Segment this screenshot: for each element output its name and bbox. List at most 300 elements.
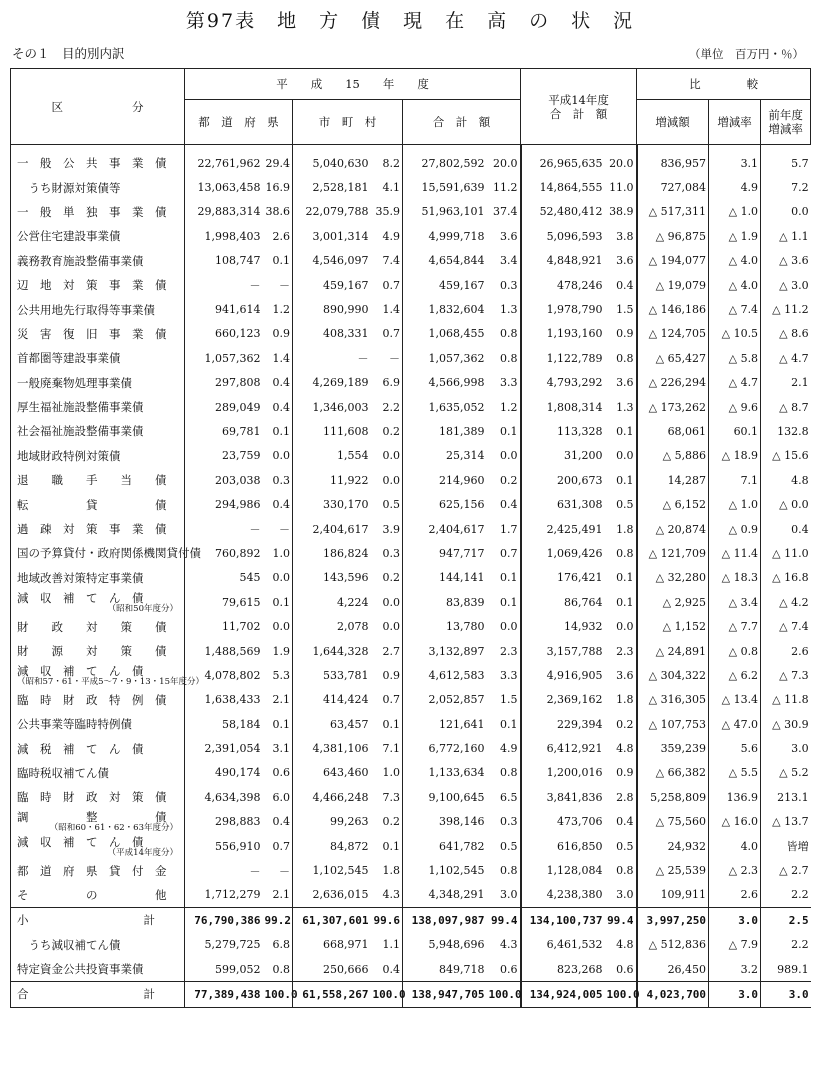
cell-diff: 14,287 bbox=[637, 468, 709, 492]
cell-pref-r: 100.0 bbox=[263, 982, 293, 1007]
cell-total-r: 1.3 bbox=[487, 297, 521, 321]
cell-muni: 4,546,097 bbox=[312, 254, 369, 268]
cell-pref: 58,184 bbox=[222, 717, 261, 731]
cell-prate: 2.2 bbox=[791, 938, 809, 952]
row-label-note: （平成14年度分） bbox=[107, 847, 178, 858]
cell-diff: 359,239 bbox=[637, 736, 709, 760]
cell-prev: 200,673 bbox=[557, 473, 603, 487]
row-label: 特定資金公共投資事業債 bbox=[11, 957, 185, 982]
cell-prate: 989.1 bbox=[777, 962, 809, 976]
cell-total: 5,948,696 bbox=[428, 938, 485, 952]
cell-prev: 2,425,491 bbox=[546, 522, 603, 536]
cell-total-r: 0.0 bbox=[487, 444, 521, 468]
cell-diff: △ 5,886 bbox=[637, 444, 709, 468]
cell-rate: 7.1 bbox=[709, 468, 761, 492]
row-label: 財 源 対 策 債 bbox=[11, 639, 185, 663]
cell-diff: △ 512,836 bbox=[637, 933, 709, 957]
table-row bbox=[11, 663, 811, 687]
cell-rate: 4.9 bbox=[709, 175, 761, 199]
cell-diff: 26,450 bbox=[637, 957, 709, 982]
cell-muni-r: 4.1 bbox=[371, 175, 403, 199]
cell-prev: 229,394 bbox=[557, 717, 603, 731]
cell-pref-r: 0.0 bbox=[263, 566, 293, 590]
cell-prev-r: 0.0 bbox=[605, 444, 637, 468]
cell-prate: △ 16.8 bbox=[772, 571, 809, 585]
cell-prate: △ 0.0 bbox=[779, 498, 809, 512]
table-row bbox=[11, 639, 811, 663]
cell-muni: 61,307,601 bbox=[293, 908, 371, 933]
cell-total-r: 6.5 bbox=[487, 785, 521, 809]
table-row bbox=[11, 566, 811, 590]
cell-prev-r: 2.3 bbox=[605, 639, 637, 663]
cell-total-r: 0.3 bbox=[487, 810, 521, 834]
cell-pref-r: 0.7 bbox=[263, 834, 293, 858]
cell-pref: 556,910 bbox=[215, 839, 261, 853]
cell-prev-r: 0.8 bbox=[605, 346, 637, 370]
cell-diff: △ 107,753 bbox=[637, 712, 709, 736]
cell-prev: 86,764 bbox=[564, 595, 603, 609]
cell-muni-r: 0.0 bbox=[371, 590, 403, 614]
table-row bbox=[11, 273, 811, 297]
cell-pref-r: 0.4 bbox=[263, 395, 293, 419]
cell-prev-r: 0.1 bbox=[605, 468, 637, 492]
cell-prate: 213.1 bbox=[777, 790, 809, 804]
cell-prate: △ 5.2 bbox=[779, 766, 809, 780]
cell-prev: 14,932 bbox=[564, 620, 603, 634]
row-label: 国の予算貸付・政府関係機関貸付債 bbox=[11, 541, 185, 565]
cell-diff: 68,061 bbox=[637, 419, 709, 443]
cell-pref: 1,638,433 bbox=[204, 693, 261, 707]
row-label-main: 減 収 補 て ん 債 bbox=[17, 590, 144, 605]
cell-total: 6,772,160 bbox=[428, 742, 485, 756]
cell-rate: △ 11.4 bbox=[709, 541, 761, 565]
cell-prate: △ 3.0 bbox=[779, 278, 809, 292]
cell-pref-r: 0.9 bbox=[263, 322, 293, 346]
header-h14-line2: 合 計 額 bbox=[549, 106, 608, 121]
cell-muni: 668,971 bbox=[323, 938, 369, 952]
cell-rate: △ 18.3 bbox=[709, 566, 761, 590]
cell-muni-r: 3.9 bbox=[371, 517, 403, 541]
table-row bbox=[11, 590, 811, 614]
cell-muni-r: － bbox=[371, 346, 403, 370]
cell-muni: 61,558,267 bbox=[293, 982, 371, 1007]
row-label: 減 税 補 て ん 債 bbox=[11, 736, 185, 760]
cell-muni: 533,781 bbox=[323, 668, 369, 682]
cell-total: 849,718 bbox=[439, 962, 485, 976]
cell-prev-r: 0.1 bbox=[605, 566, 637, 590]
table-row bbox=[11, 883, 811, 908]
table-row bbox=[11, 858, 811, 882]
row-label: 小 計 bbox=[11, 908, 185, 933]
cell-rate: 5.6 bbox=[709, 736, 761, 760]
cell-pref: 77,389,438 bbox=[185, 982, 263, 1007]
cell-rate: △ 0.8 bbox=[709, 639, 761, 663]
header-goukei: 合 計 額 bbox=[403, 100, 521, 145]
cell-total-r: 0.8 bbox=[487, 858, 521, 882]
cell-total: 947,717 bbox=[439, 546, 485, 560]
cell-prev: 823,268 bbox=[557, 962, 603, 976]
cell-diff: △ 24,891 bbox=[637, 639, 709, 663]
cell-prev-r: 20.0 bbox=[605, 145, 637, 176]
cell-muni: 2,078 bbox=[337, 620, 369, 634]
table-body bbox=[11, 145, 811, 1008]
cell-pref-r: 1.9 bbox=[263, 639, 293, 663]
cell-prev-r: 1.5 bbox=[605, 297, 637, 321]
cell-diff: △ 121,709 bbox=[637, 541, 709, 565]
table-row bbox=[11, 224, 811, 248]
cell-muni: 22,079,788 bbox=[305, 205, 369, 219]
cell-pref: 76,790,386 bbox=[185, 908, 263, 933]
cell-total: 27,802,592 bbox=[421, 156, 485, 170]
cell-prate: △ 11.0 bbox=[772, 546, 809, 560]
cell-pref: 1,712,279 bbox=[204, 888, 261, 902]
cell-pref-r: 0.1 bbox=[263, 712, 293, 736]
cell-pref: － bbox=[249, 279, 261, 293]
table-row bbox=[11, 517, 811, 541]
cell-muni-r: 7.3 bbox=[371, 785, 403, 809]
cell-pref-r: 29.4 bbox=[263, 145, 293, 176]
cell-total-r: 0.6 bbox=[487, 957, 521, 982]
cell-muni: 4,381,106 bbox=[312, 742, 369, 756]
table-row bbox=[11, 395, 811, 419]
cell-rate: △ 4.0 bbox=[709, 249, 761, 273]
cell-diff: △ 20,874 bbox=[637, 517, 709, 541]
cell-rate: △ 1.0 bbox=[709, 492, 761, 516]
cell-muni-r: 0.0 bbox=[371, 468, 403, 492]
cell-pref: 599,052 bbox=[215, 962, 261, 976]
row-label: 辺 地 対 策 事 業 債 bbox=[11, 273, 185, 297]
header-shichoson: 市 町 村 bbox=[293, 100, 403, 145]
cell-prev-r: 0.8 bbox=[605, 541, 637, 565]
table-row bbox=[11, 933, 811, 957]
cell-rate: 3.2 bbox=[709, 957, 761, 982]
cell-muni-r: 7.4 bbox=[371, 249, 403, 273]
cell-total: 4,348,291 bbox=[428, 888, 485, 902]
header-zougengaku: 増減額 bbox=[637, 100, 709, 145]
cell-pref: 69,781 bbox=[222, 424, 261, 438]
cell-pref-r: 2.1 bbox=[263, 883, 293, 908]
cell-prev: 1,069,426 bbox=[546, 546, 603, 560]
row-label: うち減収補てん債 bbox=[11, 933, 185, 957]
cell-muni-r: 0.7 bbox=[371, 688, 403, 712]
cell-rate: △ 5.5 bbox=[709, 761, 761, 785]
cell-muni-r: 7.1 bbox=[371, 736, 403, 760]
cell-prev: 1,978,790 bbox=[546, 303, 603, 317]
cell-pref: 23,759 bbox=[222, 449, 261, 463]
cell-muni: 643,460 bbox=[323, 766, 369, 780]
cell-total-r: 3.4 bbox=[487, 249, 521, 273]
cell-total-r: 20.0 bbox=[487, 145, 521, 176]
table-row bbox=[11, 761, 811, 785]
cell-prev-r: 11.0 bbox=[605, 175, 637, 199]
cell-total-r: 0.3 bbox=[487, 273, 521, 297]
cell-prate: △ 4.2 bbox=[779, 595, 809, 609]
cell-muni-r: 4.3 bbox=[371, 883, 403, 908]
table-subtitle: その１ 目的別内訳 bbox=[12, 46, 125, 61]
cell-total: 15,591,639 bbox=[421, 181, 485, 195]
cell-total-r: 1.5 bbox=[487, 688, 521, 712]
cell-total-r: 3.3 bbox=[487, 371, 521, 395]
cell-prev: 1,128,084 bbox=[546, 864, 603, 878]
cell-muni-r: 0.4 bbox=[371, 957, 403, 982]
header-h14 bbox=[521, 69, 637, 145]
cell-prev-r: 1.8 bbox=[605, 517, 637, 541]
cell-pref: 298,883 bbox=[215, 815, 261, 829]
cell-prev: 134,924,005 bbox=[521, 982, 605, 1007]
cell-total-r: 1.7 bbox=[487, 517, 521, 541]
cell-rate: △ 9.6 bbox=[709, 395, 761, 419]
cell-total: 1,057,362 bbox=[428, 351, 485, 365]
cell-muni: 63,457 bbox=[330, 717, 369, 731]
cell-prev: 6,412,921 bbox=[546, 742, 603, 756]
cell-muni: 250,666 bbox=[323, 962, 369, 976]
cell-prate: △ 4.7 bbox=[779, 351, 809, 365]
table-row bbox=[11, 810, 811, 834]
cell-muni-r: 100.0 bbox=[371, 982, 403, 1007]
cell-pref: 297,808 bbox=[215, 376, 261, 390]
header-h14-line1: 平成14年度 bbox=[548, 92, 609, 107]
table-row bbox=[11, 175, 811, 199]
cell-muni-r: 1.8 bbox=[371, 858, 403, 882]
cell-total-r: 3.3 bbox=[487, 663, 521, 687]
cell-prate: △ 11.8 bbox=[772, 693, 809, 707]
cell-total-r: 0.8 bbox=[487, 761, 521, 785]
cell-pref: 2,391,054 bbox=[204, 742, 261, 756]
cell-muni: 459,167 bbox=[323, 278, 369, 292]
cell-rate: △ 4.7 bbox=[709, 371, 761, 395]
cell-prev: 1,122,789 bbox=[546, 351, 603, 365]
row-label: 都 道 府 県 貸 付 金 bbox=[11, 858, 185, 882]
row-label: 財 政 対 策 債 bbox=[11, 614, 185, 638]
table-row bbox=[11, 297, 811, 321]
cell-prate: △ 3.6 bbox=[779, 254, 809, 268]
cell-pref-r: 16.9 bbox=[263, 175, 293, 199]
cell-prate: △ 8.7 bbox=[779, 400, 809, 414]
cell-prev: 1,193,160 bbox=[546, 327, 603, 341]
cell-prate: 2.1 bbox=[791, 376, 809, 390]
cell-muni: 408,331 bbox=[323, 327, 369, 341]
cell-total: 1,133,634 bbox=[428, 766, 485, 780]
cell-pref: 4,634,398 bbox=[204, 790, 261, 804]
cell-total: 1,102,545 bbox=[428, 864, 485, 878]
cell-rate: 60.1 bbox=[709, 419, 761, 443]
cell-total-r: 0.0 bbox=[487, 614, 521, 638]
cell-prate: △ 7.3 bbox=[779, 668, 809, 682]
cell-pref: － bbox=[249, 864, 261, 878]
cell-prate: 2.5 bbox=[761, 908, 811, 933]
header-hikaku: 比 較 bbox=[637, 69, 811, 100]
cell-pref: － bbox=[249, 523, 261, 537]
row-label: 災 害 復 旧 事 業 債 bbox=[11, 322, 185, 346]
cell-pref-r: 99.2 bbox=[263, 908, 293, 933]
row-label-main: 減 収 補 て ん 債 bbox=[17, 663, 144, 678]
cell-rate: △ 47.0 bbox=[709, 712, 761, 736]
cell-rate: 3.1 bbox=[709, 145, 761, 176]
cell-pref-r: 6.0 bbox=[263, 785, 293, 809]
cell-muni-r: 8.2 bbox=[371, 145, 403, 176]
cell-total-r: 0.8 bbox=[487, 322, 521, 346]
cell-muni: 2,404,617 bbox=[312, 522, 369, 536]
row-label bbox=[11, 590, 185, 614]
cell-rate: △ 7.9 bbox=[709, 933, 761, 957]
debt-table bbox=[10, 68, 811, 1008]
cell-pref: 490,174 bbox=[215, 766, 261, 780]
cell-total-r: 3.6 bbox=[487, 224, 521, 248]
row-label: 一般廃棄物処理事業債 bbox=[11, 371, 185, 395]
cell-pref-r: 2.1 bbox=[263, 688, 293, 712]
cell-total: 4,566,998 bbox=[428, 376, 485, 390]
cell-diff: △ 25,539 bbox=[637, 858, 709, 882]
cell-total: 1,068,455 bbox=[428, 327, 485, 341]
cell-prev-r: 0.1 bbox=[605, 419, 637, 443]
cell-diff: 3,997,250 bbox=[637, 908, 709, 933]
cell-muni: 143,596 bbox=[323, 571, 369, 585]
cell-muni-r: 99.6 bbox=[371, 908, 403, 933]
row-label: 合 計 bbox=[11, 982, 185, 1007]
cell-total: 3,132,897 bbox=[428, 644, 485, 658]
row-label: 首都圏等建設事業債 bbox=[11, 346, 185, 370]
row-label-note: （昭和50年度分） bbox=[107, 603, 178, 614]
cell-pref-r: － bbox=[263, 858, 293, 882]
table-row bbox=[11, 688, 811, 712]
cell-rate: △ 7.7 bbox=[709, 614, 761, 638]
cell-rate: △ 10.5 bbox=[709, 322, 761, 346]
cell-prate: 5.7 bbox=[791, 156, 809, 170]
cell-prate: △ 11.2 bbox=[772, 303, 809, 317]
cell-muni-r: 0.7 bbox=[371, 273, 403, 297]
cell-diff: △ 32,280 bbox=[637, 566, 709, 590]
cell-total-r: 4.3 bbox=[487, 933, 521, 957]
table-row bbox=[11, 468, 811, 492]
cell-muni-r: 0.0 bbox=[371, 614, 403, 638]
header-zennendo bbox=[761, 100, 811, 145]
cell-prev: 2,369,162 bbox=[546, 693, 603, 707]
table-row bbox=[11, 371, 811, 395]
table-row bbox=[11, 834, 811, 858]
cell-rate: 3.0 bbox=[709, 908, 761, 933]
cell-prev-r: 0.9 bbox=[605, 761, 637, 785]
row-label: 公営住宅建設事業債 bbox=[11, 224, 185, 248]
cell-muni: 1,554 bbox=[337, 449, 369, 463]
cell-muni: － bbox=[357, 352, 369, 366]
cell-muni-r: 0.2 bbox=[371, 419, 403, 443]
cell-total-r: 0.7 bbox=[487, 541, 521, 565]
cell-prev-r: 2.8 bbox=[605, 785, 637, 809]
row-label-main: 調 整 債 bbox=[17, 810, 167, 825]
cell-rate: △ 1.0 bbox=[709, 200, 761, 224]
row-label bbox=[11, 834, 185, 858]
cell-muni-r: 0.2 bbox=[371, 566, 403, 590]
row-label bbox=[11, 663, 204, 687]
cell-pref-r: 0.1 bbox=[263, 249, 293, 273]
cell-prev-r: 0.4 bbox=[605, 810, 637, 834]
cell-diff: △ 173,262 bbox=[637, 395, 709, 419]
cell-prev-r: 0.5 bbox=[605, 492, 637, 516]
cell-diff: △ 19,079 bbox=[637, 273, 709, 297]
cell-prev: 31,200 bbox=[564, 449, 603, 463]
row-label: 社会福祉施設整備事業債 bbox=[11, 419, 185, 443]
cell-prev-r: 0.9 bbox=[605, 322, 637, 346]
cell-pref-r: 0.1 bbox=[263, 419, 293, 443]
cell-pref-r: 0.0 bbox=[263, 444, 293, 468]
table-title: 第97表 地 方 債 現 在 高 の 状 況 bbox=[185, 10, 635, 32]
cell-prev: 478,246 bbox=[557, 278, 603, 292]
cell-prev-r: 0.2 bbox=[605, 712, 637, 736]
cell-rate: △ 18.9 bbox=[709, 444, 761, 468]
cell-pref: 108,747 bbox=[215, 254, 261, 268]
row-label: 一 般 単 独 事 業 債 bbox=[11, 200, 185, 224]
cell-total: 13,780 bbox=[446, 620, 485, 634]
row-label: 退 職 手 当 債 bbox=[11, 468, 185, 492]
cell-diff: △ 75,560 bbox=[637, 810, 709, 834]
cell-prate: 0.4 bbox=[791, 522, 809, 536]
row-label: うち財源対策債等 bbox=[11, 175, 185, 199]
cell-total: 83,839 bbox=[446, 595, 485, 609]
cell-rate: 4.0 bbox=[709, 834, 761, 858]
cell-prate: 7.2 bbox=[791, 181, 809, 195]
cell-prev: 3,157,788 bbox=[546, 644, 603, 658]
cell-pref: 29,883,314 bbox=[197, 205, 261, 219]
cell-prev-r: 4.8 bbox=[605, 933, 637, 957]
cell-total: 181,389 bbox=[439, 424, 485, 438]
header-kubun: 区 分 bbox=[11, 69, 185, 145]
table-row bbox=[11, 957, 811, 982]
cell-prev: 14,864,555 bbox=[539, 181, 603, 195]
cell-prev-r: 0.0 bbox=[605, 614, 637, 638]
row-label bbox=[11, 810, 185, 834]
cell-pref-r: － bbox=[263, 517, 293, 541]
cell-total-r: 100.0 bbox=[487, 982, 521, 1007]
cell-muni-r: 0.0 bbox=[371, 444, 403, 468]
header-h15: 平 成 15 年 度 bbox=[185, 69, 521, 100]
cell-prev: 113,328 bbox=[557, 424, 603, 438]
cell-pref-r: 1.0 bbox=[263, 541, 293, 565]
cell-prev: 631,308 bbox=[557, 498, 603, 512]
cell-prev-r: 100.0 bbox=[605, 982, 637, 1007]
row-label-note: （昭和57・61・平成5～7・9・13・15年度分） bbox=[17, 676, 204, 687]
cell-prev-r: 3.6 bbox=[605, 663, 637, 687]
cell-diff: △ 96,875 bbox=[637, 224, 709, 248]
cell-pref-r: 5.3 bbox=[263, 663, 293, 687]
cell-total-r: 0.1 bbox=[487, 566, 521, 590]
cell-diff: 24,932 bbox=[637, 834, 709, 858]
table-row bbox=[11, 982, 811, 1007]
cell-pref-r: 6.8 bbox=[263, 933, 293, 957]
cell-prev: 4,916,905 bbox=[546, 668, 603, 682]
cell-pref: 79,615 bbox=[222, 595, 261, 609]
cell-prev-r: 0.8 bbox=[605, 858, 637, 882]
row-label: 地域改善対策特定事業債 bbox=[11, 566, 185, 590]
cell-total: 2,404,617 bbox=[428, 522, 485, 536]
cell-diff: △ 226,294 bbox=[637, 371, 709, 395]
cell-total-r: 37.4 bbox=[487, 200, 521, 224]
cell-muni-r: 0.7 bbox=[371, 322, 403, 346]
cell-muni-r: 0.9 bbox=[371, 663, 403, 687]
table-row bbox=[11, 736, 811, 760]
cell-muni-r: 1.4 bbox=[371, 297, 403, 321]
table-row bbox=[11, 145, 811, 176]
unit-note: （単位 百万円・％） bbox=[689, 47, 804, 61]
cell-rate: △ 3.4 bbox=[709, 590, 761, 614]
cell-total-r: 3.0 bbox=[487, 883, 521, 908]
cell-muni-r: 0.5 bbox=[371, 492, 403, 516]
cell-muni-r: 2.7 bbox=[371, 639, 403, 663]
cell-total: 459,167 bbox=[439, 278, 485, 292]
cell-prev-r: 0.6 bbox=[605, 957, 637, 982]
table-row bbox=[11, 908, 811, 933]
cell-prev: 1,200,016 bbox=[546, 766, 603, 780]
cell-total: 51,963,101 bbox=[421, 205, 485, 219]
